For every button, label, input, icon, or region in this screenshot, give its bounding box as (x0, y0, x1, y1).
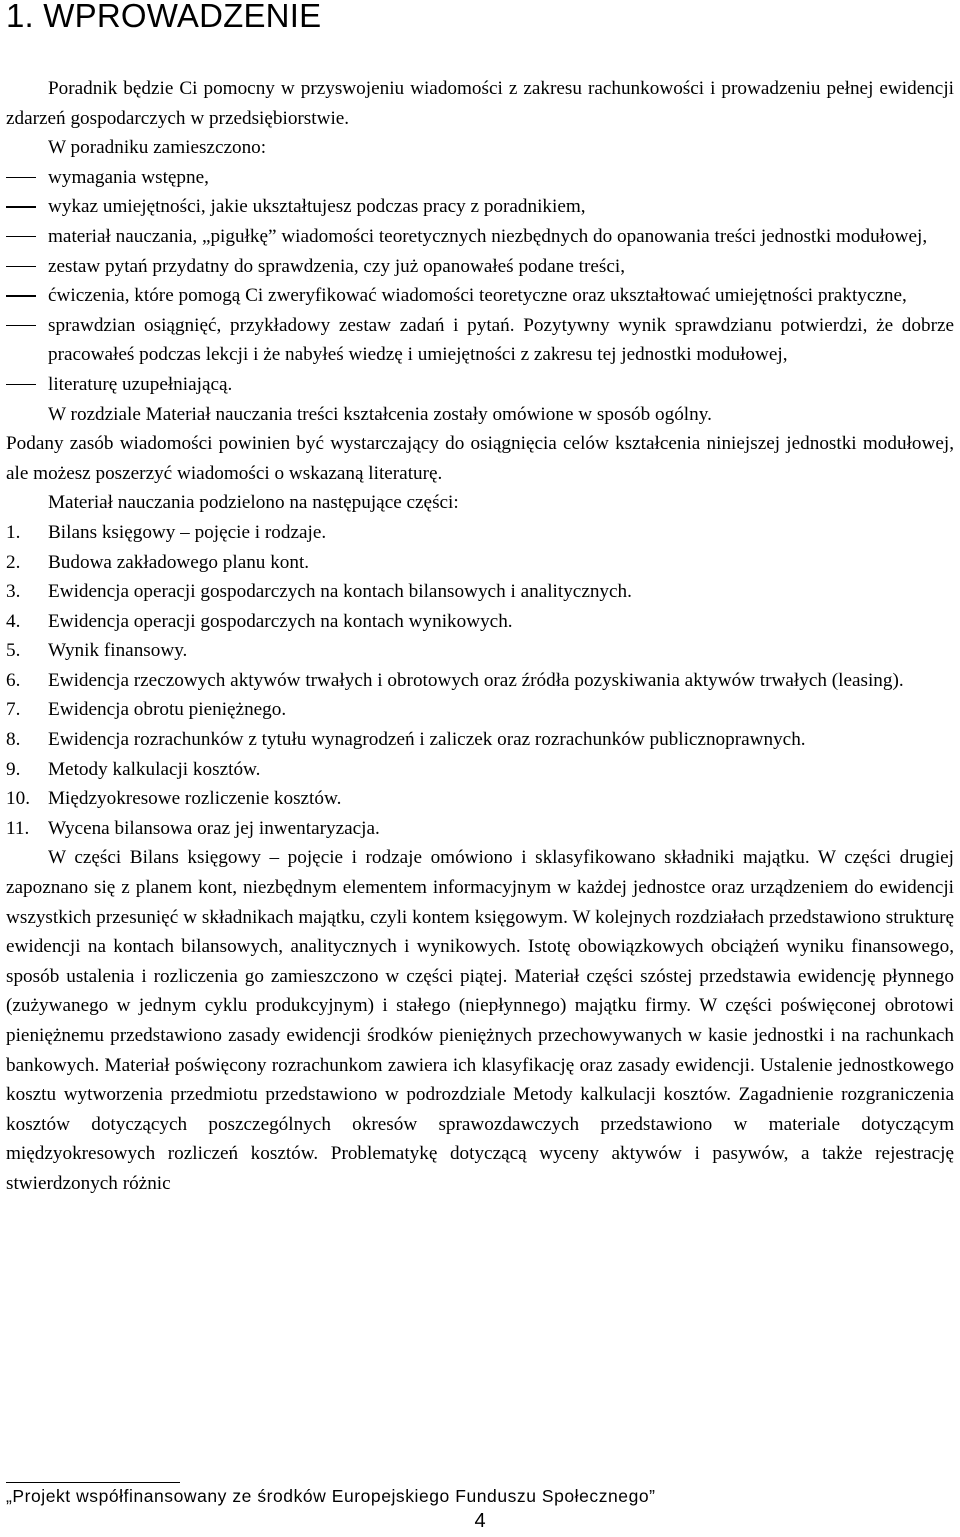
list-number: 8. (6, 729, 21, 751)
material-paragraph-2: Podany zasób wiadomości powinien być wystarczający do osiągnięcia celów kształcenia niniejszej jednostki modułowej, ale możesz poszerzyć wiadomości o wskazaną literaturę. (6, 433, 954, 484)
list-number: 4. (6, 610, 21, 632)
list-number: 1. (6, 521, 21, 543)
contents-intro: W poradniku zamieszczono: (48, 137, 267, 159)
page-number: 4 (474, 1510, 486, 1532)
list-item: 9. Metody kalkulacji kosztów. (6, 755, 954, 785)
chapter-heading: 1. WPROWADZENIE (6, 0, 322, 34)
list-item: 7. Ewidencja obrotu pieniężnego. (6, 695, 954, 725)
list-item: 11. Wycena bilansowa oraz jej inwentaryzacja. (6, 814, 954, 844)
dash-bullet (6, 236, 36, 237)
summary-paragraph: W części Bilans księgowy – pojęcie i rodzaje omówiono i sklasyfikowano składniki majątku. W części drugiej zapoznano się z planem kont, niezbędnym elementem informacyjnym w każdej jednostce oraz urządzeniem do ewidencji wszystkich przesunięć w składnikach majątku, czyli kontem księgowym. W kolejnych rozdziałach przedstawiono strukturę ewidencji na kontach bilansowych, analitycznych i wynikowych. Istotę obowiązkowych obciążeń wyniku finansowego, sposób ustalenia i rozliczenia go zamieszczono w części piątej. Materiał części szóstej przedstawia ewidencję płynnego (zużywanego w jednym cyklu produkcyjnym) i stałego (niepłynnego) majątku firmy. W części poświęconej obrotowi pieniężnemu przedstawiono zasady ewidencji środków pieniężnych przechowywanych w kasie jednostki i na rachunkach bankowych. Materiał poświęcony rozrachunkom zawiera ich klasyfikację oraz zasady ewidencji. Ustalenie jednostkowego kosztu wytworzenia przedmiotu przedstawiono w podrozdziale Metody kalkulacji kosztów. Zagadnienie rozgraniczenia kosztów dotyczących poszczególnych okresów sprawozdawczych przedstawiono w materiale dotyczącym międzyokresowych rozliczeń kosztów. Problematykę dotyczącą wyceny aktywów i pasywów, a także rejestrację stwierdzonych różnic (6, 847, 954, 1194)
material-paragraph-1: W rozdziale Materiał nauczania treści kształcenia zostały omówione w sposób ogólny. (48, 403, 712, 425)
dash-bullet (6, 325, 36, 326)
parts-intro: Materiał nauczania podzielono na następujące części: (48, 492, 459, 514)
parts-list (6, 518, 954, 844)
footer-divider (6, 1482, 180, 1483)
list-item: 6. Ewidencja rzeczowych aktywów trwałych i obrotowych oraz źródła pozyskiwania aktywów trwałych (leasing). (6, 666, 954, 696)
list-item: 8. Ewidencja rozrachunków z tytułu wynagrodzeń i zaliczek oraz rozrachunków publicznoprawnych. (6, 725, 954, 755)
dash-bullet (6, 206, 36, 207)
list-item: 4. Ewidencja operacji gospodarczych na kontach wynikowych. (6, 607, 954, 637)
dash-bullet (6, 266, 36, 267)
list-item: zestaw pytań przydatny do sprawdzenia, czy już opanowałeś podane treści, (6, 252, 954, 282)
list-item: 10. Międzyokresowe rozliczenie kosztów. (6, 784, 954, 814)
footer-note: „Projekt współfinansowany ze środków Europejskiego Funduszu Społecznego” (6, 1486, 656, 1506)
list-item: 3. Ewidencja operacji gospodarczych na kontach bilansowych i analitycznych. (6, 577, 954, 607)
list-number: 11. (6, 817, 30, 839)
list-number: 7. (6, 699, 21, 721)
list-number: 3. (6, 581, 21, 603)
list-item: wymagania wstępne, (6, 163, 954, 193)
list-item: ćwiczenia, które pomogą Ci zweryfikować wiadomości teoretyczne oraz ukształtować umiejętności praktyczne, (6, 281, 954, 311)
chapter-body (6, 74, 954, 1199)
list-number: 2. (6, 551, 21, 573)
list-item: 5. Wynik finansowy. (6, 636, 954, 666)
dash-bullet (6, 295, 36, 296)
contents-list (6, 163, 954, 400)
dash-bullet (6, 177, 36, 178)
list-item: wykaz umiejętności, jakie ukształtujesz podczas pracy z poradnikiem, (6, 192, 954, 222)
list-number: 9. (6, 758, 21, 780)
list-item: 1. Bilans księgowy – pojęcie i rodzaje. (6, 518, 954, 548)
list-number: 5. (6, 640, 21, 662)
dash-bullet (6, 384, 36, 385)
list-number: 6. (6, 669, 21, 691)
list-item: literaturę uzupełniającą. (6, 370, 954, 400)
list-item: sprawdzian osiągnięć, przykładowy zestaw zadań i pytań. Pozytywny wynik sprawdzianu potwierdzi, że dobrze pracowałeś podczas lekcji i że nabyłeś wiedzę i umiejętności z zakresu tej jednostki modułowej, (6, 311, 954, 370)
list-item: materiał nauczania, „pigułkę” wiadomości teoretycznych niezbędnych do opanowania treści jednostki modułowej, (6, 222, 954, 252)
list-item: 2. Budowa zakładowego planu kont. (6, 548, 954, 578)
intro-paragraph: Poradnik będzie Ci pomocny w przyswojeniu wiadomości z zakresu rachunkowości i prowadzeniu pełnej ewidencji zdarzeń gospodarczych w przedsiębiorstwie. (6, 78, 954, 129)
list-number: 10. (6, 788, 30, 810)
